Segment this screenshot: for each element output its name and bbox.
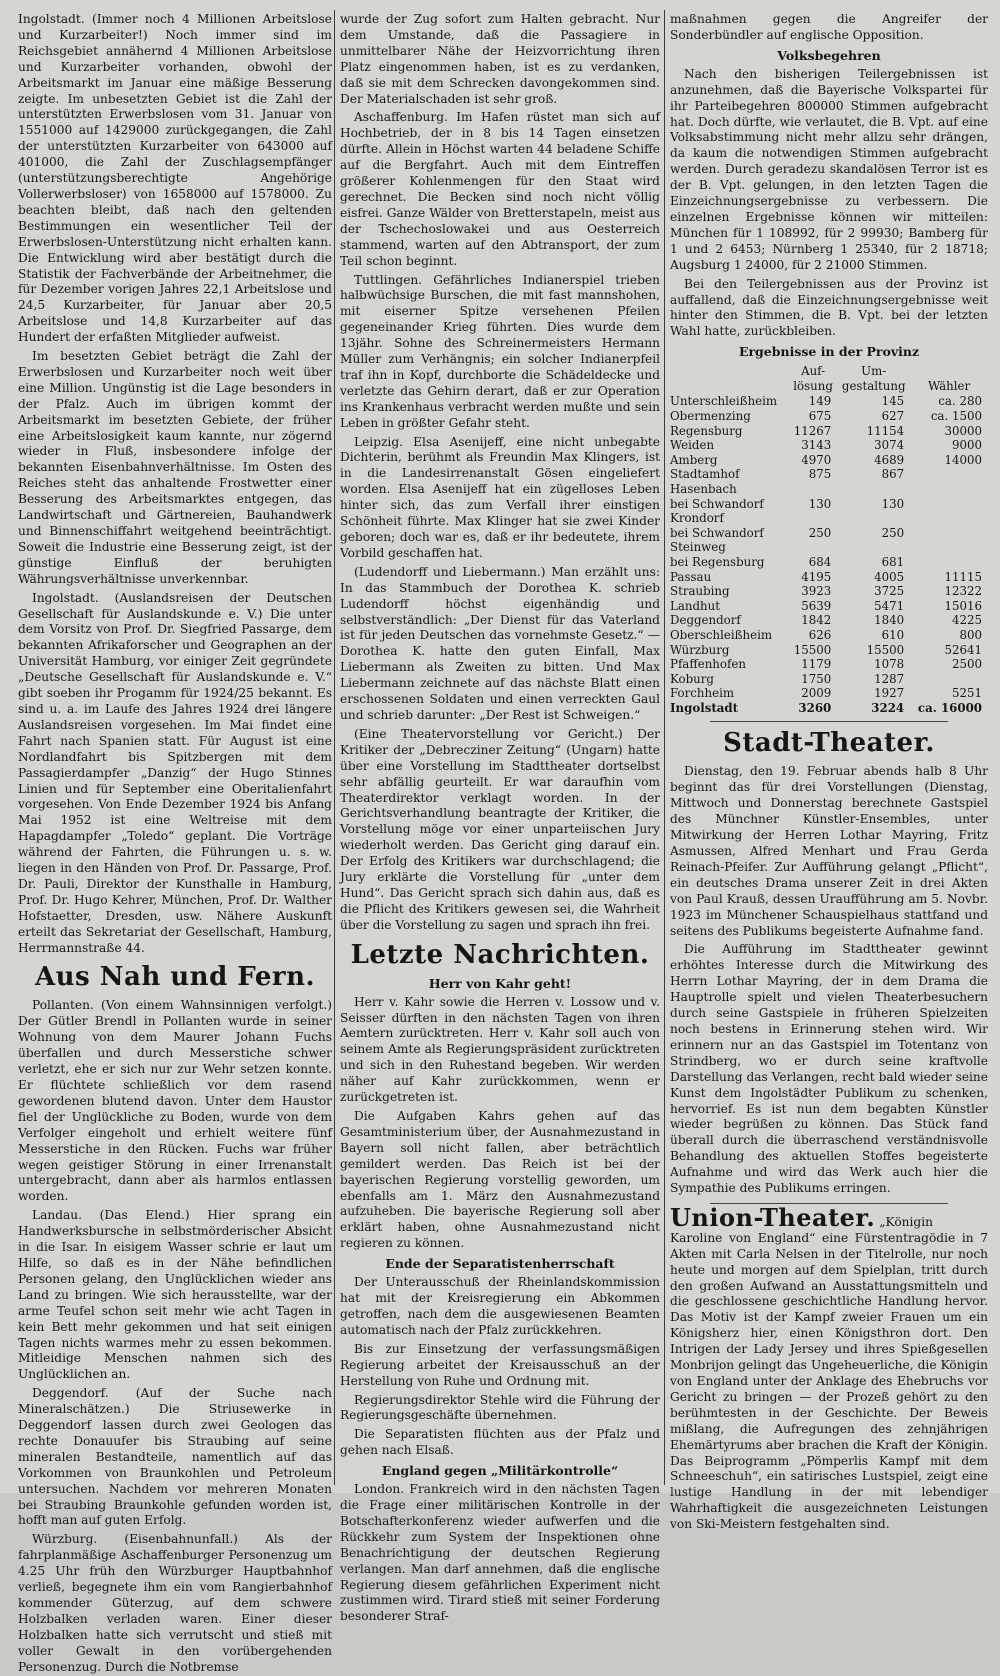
article-paragraph: Der Unterausschuß der Rheinlandskommission hat mit der Kreisregierung ein Abkommen getroffen, nach dem die ausgewiesenen Beamten automatisch nach der Pfalz zurückkehren. <box>340 1275 660 1337</box>
article-paragraph: Die Aufgaben Kahrs gehen auf das Gesamtministerium über, der Ausnahmezustand in Bayern soll nicht fallen, aber beträchtlich gemildert werden. Das Reich ist bei der bayerischen Regierung vorstellig geworden, um ebenfalls am 1. März den Ausnahmezustand aufzuheben. Die bayerische Regierung soll aber erklärt haben, ohne Ausnahmezustand nicht regieren zu können. <box>340 1109 660 1251</box>
table-cell-value: 250 <box>881 525 905 540</box>
table-row <box>670 643 988 658</box>
table-row <box>670 570 988 585</box>
table-row <box>670 409 988 424</box>
article-theatervorstellung: (Eine Theatervorstellung vor Gericht.) Der Kritiker der „Debrecziner Zeitung“ (Ungarn) hatte über eine Vorstellung im Stadttheater dortselbst sehr abfällig geurteilt. Er war daraufhin vom Theaterdirektor verklagt worden. In der Gerichtsverhandlung beantragte der Kritiker, die Vorstellung möge vor einer unparteiischen Jury wiederholt werden. Das Gericht ging darauf ein. Der Erfolg des Kritikers war durchschlagend; die Jury erklärte die Vorstellung für „unter dem Hund“. Das Gericht sprach sich dahin aus, daß es die Pflicht des Kritikers gewesen sei, die Wahrheit über die Vorstellung zu sagen und sprach ihn frei. <box>340 726 660 932</box>
column-rule <box>664 10 665 1485</box>
section-heading-letzte-nachrichten: Letzte Nachrichten. <box>350 939 650 970</box>
table-cell-value: 250 <box>808 525 832 540</box>
article-union-theater <box>670 1202 988 1533</box>
table-cell-value: 130 <box>808 496 832 511</box>
table-cell-value: 675 <box>808 409 832 423</box>
table-cell-value: 627 <box>881 409 905 423</box>
article-paragraph: Bis zur Einsetzung der verfassungsmäßigen Regierung arbeitet der Kreisausschuß an der Herstellung von Ruhe und Ordnung mit. <box>340 1341 660 1388</box>
table-row <box>670 613 988 628</box>
column-header: Um- gestaltung <box>841 364 906 393</box>
article-leipzig: Leipzig. Elsa Asenijeff, eine nicht unbegabte Dichterin, berühmt als Freundin Max Klingers, ist in die Landesirrenanstalt Gösen eingeliefert worden. Elsa Asenijeff hat ein zügelloses Leben hinter sich, das zum Verfall ihrer einstigen Schönheit führte. Max Klinger hat sie zwei Kinder geboren; doch war es, daß er ihr bedeutete, ihrem Vorbild geschaffen hat. <box>340 434 660 560</box>
article-paragraph: Die Separatisten flüchten aus der Pfalz und gehen nach Elsaß. <box>340 1427 660 1458</box>
table-cell-value <box>910 497 988 512</box>
table-row <box>670 672 988 687</box>
table-row <box>670 438 988 453</box>
table-cell-place: Forchheim <box>670 686 735 701</box>
table-cell-value: 1078 <box>874 657 905 672</box>
article-paragraph: maßnahmen gegen die Angreifer der Sonderbündler auf englische Opposition. <box>670 12 988 42</box>
table-cell-value <box>910 555 988 570</box>
table-cell-value: 30000 <box>944 423 982 438</box>
table-cell-place: Koburg <box>670 671 714 686</box>
table-header-row <box>670 363 988 394</box>
table-row <box>670 540 988 555</box>
table-row <box>670 453 988 468</box>
article-ludendorff-liebermann: (Ludendorff und Liebermann.) Man erzählt uns: In das Stammbuch der Dorothea K. schrieb Ludendorff höchst eigenhändig und selbstverständlich: „Der Dienst für das Vaterland ist für jeden Deutschen das vornehmste Gesetz.“ — Dorothea K. hatte den guten Einfall, Max Liebermann als Zweiten zu bitten. Und Max Liebermann zeichnete auf das nächste Blatt einen erschossenen Soldaten und einen verreckten Gaul und schrieb darunter: „Der Rest ist Schweigen.“ <box>340 564 660 722</box>
article-paragraph: Im besetzten Gebiet beträgt die Zahl der Erwerbslosen und Kurzarbeiter noch weit über eine Million. Ungünstig ist die Lage besonders in der Pfalz. Auch im übrigen kommt der Arbeitsmarkt im besetzten Gebiete, der früher eine Arbeitslosigkeit kaum kannte, nur zögernd wieder in Fluß, insbesondere infolge der bekannten Eisenbahnverhältnisse. Im Osten des Reiches steht das anhaltende Frostwetter einer Besserung des Arbeitsmarktes entgegen, das Landwirtschaft und Gärtnereien, Bauhandwerk und Binnenschiffahrt weitgehend beeinträchtigt. Soweit die Industrie eine Besserung zeigt, ist der günstige Einfluß der beruhigten Währungsverhältnisse unverkennbar. <box>18 349 332 586</box>
table-row <box>670 467 988 482</box>
table-cell-value: 4689 <box>874 452 905 467</box>
table-cell-value: 3725 <box>874 584 905 599</box>
article-paragraph: Bei den Teilergebnissen aus der Provinz ist auffallend, daß die Einzeichnungsergebnisse weit hinter den Stimmen, die B. Vpt. bei der letzten Wahl hatte, zurückbleiben. <box>670 276 988 339</box>
table-cell-place: bei Regensburg <box>670 554 765 569</box>
column-right <box>670 12 988 1532</box>
results-table <box>670 363 988 715</box>
table-cell-value: 5639 <box>801 598 832 613</box>
table-cell-value: 610 <box>881 627 905 642</box>
table-cell-value <box>910 672 988 687</box>
table-cell-place: bei Schwandorf <box>670 496 764 511</box>
table-cell-value: 684 <box>808 554 832 569</box>
table-cell-value: 1287 <box>874 671 905 686</box>
table-cell-value: 14000 <box>944 452 982 467</box>
table-cell-value: 1927 <box>874 686 905 701</box>
table-cell-value <box>789 540 837 555</box>
table-cell-value: 3260 <box>798 700 832 715</box>
table-cell-value: 1842 <box>801 613 832 628</box>
table-row <box>670 482 988 497</box>
table-cell-value: 5251 <box>951 686 982 701</box>
section-heading-stadt-theater: Stadt-Theater. <box>723 728 935 759</box>
column-left <box>18 12 332 1674</box>
article-london: London. Frankreich wird in den nächsten Tagen die Frage einer militärischen Kontrolle in der Botschafterkonferenz wieder aufwerfen und die Rückkehr zum System der Inspektionen ohne Benachrichtigung der deutschen Regierung verlangen. Man darf annehmen, daß die englische Regierung diesem gefährlichen Experiment nicht zustimmen wird. Tirard stieß mit seiner Forderung besonderer Straf- <box>340 1482 660 1624</box>
table-cell-value: 626 <box>808 627 832 642</box>
table-cell-value: 3074 <box>874 438 905 453</box>
table-cell-place: Passau <box>670 569 712 584</box>
table-cell-place: Pfaffenhofen <box>670 657 746 672</box>
article-aschaffenburg: Aschaffenburg. Im Hafen rüstet man sich auf Hochbetrieb, der in 8 bis 14 Tagen einsetzen dürfte. Allein in Höchst warten 44 beladene Schiffe auf die Bergfahrt. Auch mit dem Eintreffen größerer Kohlenmengen für den Staat wird gerechnet. Die Becken sind noch nicht völlig eisfrei. Ganze Wälder von Bretterstapeln, meist aus der Tschechoslowakei und aus Oesterreich stammend, warten auf den Abtransport, der zum Teil schon beginnt. <box>340 110 660 268</box>
table-cell-value <box>789 482 837 497</box>
table-cell-value: 11267 <box>793 423 832 438</box>
table-cell-value: 11115 <box>944 569 982 584</box>
table-cell-value: 12322 <box>944 584 982 599</box>
table-cell-value: 3224 <box>871 700 905 715</box>
table-title: Ergebnisse in der Provinz <box>738 344 920 360</box>
table-cell-value <box>910 511 988 526</box>
table-cell-value: 1179 <box>801 657 832 672</box>
table-cell-value: 3923 <box>801 584 832 599</box>
table-cell-value <box>910 526 988 541</box>
table-row <box>670 628 988 643</box>
table-row <box>670 599 988 614</box>
table-row <box>670 511 988 526</box>
table-cell-value <box>910 482 988 497</box>
table-cell-place: Krondorf <box>670 511 724 526</box>
table-row <box>670 584 988 599</box>
article-pollanten: Pollanten. (Von einem Wahnsinnigen verfolgt.) Der Gütler Brendl in Pollanten wurde in seiner Wohnung von dem Maurer Johann Fuchs überfallen und durch Messerstiche schwer verletzt, ehe er sich nur zur Wehr setzen konnte. Er flüchtete schließlich vor dem rasend gewordenen blutend davon. Unter dem Haustor fiel der Unglückliche zu Boden, wurde von dem Verfolger eingeholt und erhielt weitere fünf Messerstiche in den Rücken. Fuchs war früher wegen geistiger Störung in einer Irrenanstalt untergebracht, dann aber als harmlos entlassen worden. <box>18 998 332 1204</box>
table-cell-value: 1750 <box>801 671 832 686</box>
table-cell-place: Weiden <box>670 438 715 453</box>
table-cell-value: 11154 <box>866 423 905 438</box>
article-landau: Landau. (Das Elend.) Hier sprang ein Handwerksbursche in selbstmörderischer Absicht in die Isar. In eisigem Wasser schrie er laut um Hilfe, so daß es in der Nähe befindlichen Personen gelang, den Unglücklichen wieder ans Land zu bringen. Wie sich herausstellte, war der arme Teufel schon seit mehr wie acht Tagen in kein Bett mehr gekommen und hat seit einigen Tagen nichts warmes mehr zu essen bekommen. Mitleidige Menschen nahmen sich des Unglücklichen an. <box>18 1208 332 1382</box>
table-cell-place: Würzburg <box>670 642 730 657</box>
table-cell-value <box>910 540 988 555</box>
article-ingolstadt-auslandsreisen: Ingolstadt. (Auslandsreisen der Deutschen Gesellschaft für Auslandskunde e. V.) Die unter dem Vorsitz von Prof. Dr. Siegfried Passarge, dem bekannten Afrikaforscher und Geographen an der Universität Hamburg, vor einiger Zeit gegründete „Deutsche Gesellschaft für Auslandskunde e. V.“ gibt soeben ihr Progamm für 1924/25 bekannt. Es sind u. a. im Laufe des Jahres 1924 drei längere Auslandsreisen vorgesehen. Im Mai findet eine Fahrt nach Spanien statt. Für August ist eine Nordlandfahrt bis Spitzbergen mit dem Passagierdampfer „Danzig“ der Hugo Stinnes Linien und für September eine Oberitalienfahrt vorgesehen. Von Ende Dezember 1924 bis Anfang Mai 1952 ist eine Weltreise mit dem Hapagdampfer „Toledo“ geplant. Die Vorträge während der Fahrten, die Führungen u. s. w. liegen in den Händen von Prof. Dr. Passarge, Prof. Dr. Pauli, Direktor der Kunsthalle in Hamburg, Prof. Dr. Hugo Kehrer, München, Prof. Dr. Walther Hofstaetter, Dresden, usw. Nähere Auskunft erteilt das Sekretariat der Gesellschaft, Hamburg, Herrmannstraße 44. <box>18 590 332 955</box>
table-cell-value: 875 <box>808 467 832 482</box>
table-cell-value: 4225 <box>951 613 982 628</box>
table-cell-place: Deggendorf <box>670 613 741 628</box>
table-row <box>670 526 988 541</box>
table-cell-value: 52641 <box>944 642 982 657</box>
section-heading-union-theater: Union-Theater. <box>670 1202 876 1232</box>
subheading-separatisten: Ende der Separatistenherrschaft <box>385 1256 615 1272</box>
table-cell-value <box>910 467 988 482</box>
table-row <box>670 497 988 512</box>
table-cell-value: 4970 <box>801 452 832 467</box>
table-cell-place: Unterschleißheim <box>670 394 778 409</box>
article-text: „Königin Karoline von England“ eine Fürstentragödie in 7 Akten mit Carla Nelsen in der Titelrolle, nur noch heute und morgen auf dem Spielplan, tritt durch den großen Aufwand an Ausstattungsmitteln und die geschlossene geschichtliche Handlung hervor. Das Motiv ist der Kampf zweier Frauen um ein Königsherz hier, einen Königsthron dort. Den Intrigen der Lady Jersey und ihres Spießgesellen Monbrijon gelingt das Ungeheuerliche, die Königin von England unter der Anklage des Ehebruchs vor Gericht zu bringen — der Prozeß gehört zu den berühmtesten in der Geschichte. Der Beweis mißlang, die Aufregungen des zehnjährigen Ehemärtyrums aber brachen die Kraft der Königin. Das Beiprogramm „Pömperlis Kampf mit dem Schneeschuh“, ein satirisches Lustspiel, zeigt eine lustige Handlung in der mit lebendiger Wahrhaftigkeit die ausgezeichneten Leistungen von Ski-Meistern festgehalten sind. <box>670 1214 988 1532</box>
section-heading-aus-nah-und-fern: Aus Nah und Fern. <box>34 962 316 993</box>
article-paragraph: Herr v. Kahr sowie die Herren v. Lossow und v. Seisser dürften in den nächsten Tagen von ihren Aemtern zurücktreten. Herr v. Kahr soll auch von seinem Amte als Regierungspräsident zurücktreten und sich in den Ruhestand begeben. Wir werden näher auf Kahr zurückkommen, wenn er zurückgetreten ist. <box>340 994 660 1105</box>
table-cell-value: ca. 16000 <box>917 700 982 715</box>
table-cell-value: 681 <box>881 554 905 569</box>
article-paragraph: Nach den bisherigen Teilergebnissen ist anzunehmen, daß die Bayerische Volkspartei für ihr Parteibegehren 800000 Stimmen aufgebracht hat. Doch dürfte, wie verlautet, die B. Vpt. auf eine Volksabstimmung nicht mehr allzu sehr drängen, da kaum die notwendigen Stimmen aufgebracht werden. Durch geradezu skandalösen Terror ist es der B. Vpt. gelungen, in den letzten Tagen die Einzeichnungsergebnisse zu verbessern. Die einzelnen Ergebnisse können wir mitteilen: München für 1 108992, für 2 99930; Bamberg für 1 und 2 6453; Nürnberg 1 25340, für 2 18718; Augsburg 1 24000, für 2 21000 Stimmen. <box>670 66 988 272</box>
subheading-kahr: Herr von Kahr geht! <box>428 975 572 991</box>
table-row <box>670 394 988 409</box>
column-rule <box>334 10 335 1485</box>
column-header: Auf- lösung <box>793 364 833 393</box>
table-cell-place: Hasenbach <box>670 481 737 496</box>
subheading-volksbegehren: Volksbegehren <box>777 47 881 63</box>
table-cell-place: Straubing <box>670 584 730 599</box>
table-cell-value: 867 <box>881 467 905 482</box>
subheading-england: England gegen „Militärkontrolle“ <box>381 1463 619 1479</box>
table-cell-value: 1840 <box>874 613 905 628</box>
table-cell-value: 145 <box>881 394 905 409</box>
table-cell-place: Amberg <box>670 452 718 467</box>
table-cell-place: bei Schwandorf <box>670 525 764 540</box>
column-middle <box>340 12 660 1624</box>
table-cell-place: Obermenzing <box>670 409 751 423</box>
table-cell-place: Stadtamhof <box>670 467 740 482</box>
table-cell-value: 15016 <box>944 598 982 613</box>
article-tuttlingen: Tuttlingen. Gefährliches Indianerspiel trieben halbwüchsige Burschen, die mit fast mannshohen, mit eiserner Spitze versehenen Pfeilen gegeneinander Krieg führten. Dies wurde dem 13jähr. Sohne des Schreinermeisters Hermann Müller zum Verhängnis; ein solcher Indianerpfeil traf ihn in Kopf, durchborte die Schädeldecke und verletzte das Gehirn derart, daß er zur Operation ins Krankenhaus verbracht werden mußte und sein Leben in größter Gefahr steht. <box>340 272 660 430</box>
article-deggendorf: Deggendorf. (Auf der Suche nach Mineralschätzen.) Die Striusewerke in Deggendorf lassen durch zwei Geologen das rechte Donauufer bis Straubing auf seine mineralen Bestandteile, namentlich auf das Vorkommen von Braunkohlen und Petroleum untersuchen. Nachdem vor mehreren Monaten bei Straubing Braunkohle gefunden worden ist, hofft man auf guten Erfolg. <box>18 1386 332 1528</box>
table-row <box>670 424 988 439</box>
table-cell-value: 15500 <box>793 642 832 657</box>
table-cell-value: 5471 <box>874 598 905 613</box>
table-cell-value: 3143 <box>801 438 832 453</box>
table-cell-value <box>837 482 910 497</box>
article-paragraph: wurde der Zug sofort zum Halten gebracht. Nur dem Umstande, daß die Passagiere in unmittelbarer Nähe der Heizvorrichtung ihren Platz eingenommen haben, ist es zu verdanken, daß sie mit dem Schrecken davongekommen sind. Der Materialschaden ist sehr groß. <box>340 12 660 106</box>
table-cell-value: 800 <box>959 627 982 642</box>
table-cell-value <box>789 511 837 526</box>
article-ingolstadt-arbeitslose: Ingolstadt. (Immer noch 4 Millionen Arbeitslose und Kurzarbeiter!) Noch immer sind im Reichsgebiet annähernd 4 Millionen Arbeitslose und Kurzarbeiter vorhanden, obwohl der Arbeitsmarkt im Januar eine mäßige Besserung zeigte. Im unbesetzten Gebiet ist die Zahl der unterstützten Erwerbslosen vom 31. Januar von 1551000 auf 1429000 zurückgegangen, die Zahl der unterstützten Kurzarbeiter von 643000 auf 401000, die Zahl der Zuschlagsempfänger (unterstützungsberechtigte Angehörige Vollerwerbsloser) von 1658000 auf 1578000. Zu beachten bleibt, daß nach den geltenden Bestimmungen ein wesentlicher Teil der Erwerbslosen-Unterstützung nicht erhalten kann. Die Entwicklung wird aber bestätigt durch die Statistik der Fachverbände der Arbeitnehmer, die für Dezember vorigen Jahres 22,1 Arbeitslose und 24,5 Kurzarbeiter, für Januar aber 20,5 Arbeitslose und 14,8 Kurzarbeiter auf das Hundert der erfaßten Mitglieder aufweist. <box>18 12 332 345</box>
table-cell-value: 4195 <box>801 569 832 584</box>
table-cell-value <box>837 511 910 526</box>
table-row <box>670 657 988 672</box>
table-cell-place: Landhut <box>670 598 720 613</box>
table-row <box>670 701 988 716</box>
divider <box>710 721 948 722</box>
table-cell-place: Steinweg <box>670 540 726 555</box>
table-cell-place: Ingolstadt <box>670 700 739 715</box>
table-cell-value <box>837 540 910 555</box>
table-cell-value: 2500 <box>951 657 982 672</box>
table-cell-place: Oberschleißheim <box>670 627 773 642</box>
table-cell-value: 130 <box>881 496 905 511</box>
table-cell-value: 9000 <box>951 438 982 453</box>
table-cell-value: 149 <box>808 394 832 409</box>
article-paragraph: Regierungsdirektor Stehle wird die Führung der Regierungsgeschäfte übernehmen. <box>340 1392 660 1423</box>
article-wuerzburg: Würzburg. (Eisenbahnunfall.) Als der fahrplanmäßige Aschaffenburger Personenzug um 4.25 Uhr früh den Würzburger Hauptbahnhof verließ, begegnete ihm ein vom Rangierbahnhof kommender Güterzug, auf dem schwere Holzbalken verladen waren. Einer dieser Holzbalken hatte sich verrutscht und stieß mit voller Gewalt in den vorübergehenden Personenzug. Durch die Notbremse <box>18 1532 332 1674</box>
table-cell-value: ca. 280 <box>938 394 982 409</box>
table-cell-value: 4005 <box>874 569 905 584</box>
table-row <box>670 686 988 701</box>
table-cell-value: ca. 1500 <box>930 409 982 423</box>
article-paragraph: Die Aufführung im Stadttheater gewinnt erhöhtes Interesse durch die Mitwirkung des Herrn Lothar Mayring, der in dem Drama die Hauptrolle spielt und vielen Theaterbesuchern durch seine Gastspiele in früheren Spielzeiten noch bestens in Erinnerung stehen wird. Wir erinnern nur an das Gastspiel im Totentanz von Strindberg, wo er durch seine kraftvolle Darstellung das Verlangen, recht bald wieder seine Kunst dem Ingolstädter Publikum zu schenken, hervorrief. Es ist nun dem begabten Künstler wieder begrüßen zu können. Das Stück fand überall durch die überraschend verständnisvolle Behandlung des aktuellen Stoffes begeisterte Aufnahme und wird das Werk auch hier die Sympathie des Publikums erringen. <box>670 942 988 1196</box>
table-cell-value: 2009 <box>801 686 832 701</box>
table-row <box>670 555 988 570</box>
column-header: Wähler <box>928 378 971 393</box>
table-cell-place: Regensburg <box>670 423 743 438</box>
article-paragraph: Dienstag, den 19. Februar abends halb 8 Uhr beginnt das für drei Vorstellungen (Dienstag, Mittwoch und Donnerstag berechnete Gastspiel des Münchner Künstler-Ensembles, unter Mitwirkung der Herren Lothar Mayring, Fritz Asmussen, Alfred Menhart und Frau Gerda Reinach-Pfeifer. Zur Aufführung gelangt „Pflicht“, ein deutsches Drama unserer Zeit in drei Akten von Paul Krauß, dessen Uraufführung am 5. Novbr. 1923 im Münchener Schauspielhaus stattfand und seitens des Publikums begeisterte Aufnahme fand. <box>670 764 988 938</box>
table-cell-value: 15500 <box>866 642 905 657</box>
